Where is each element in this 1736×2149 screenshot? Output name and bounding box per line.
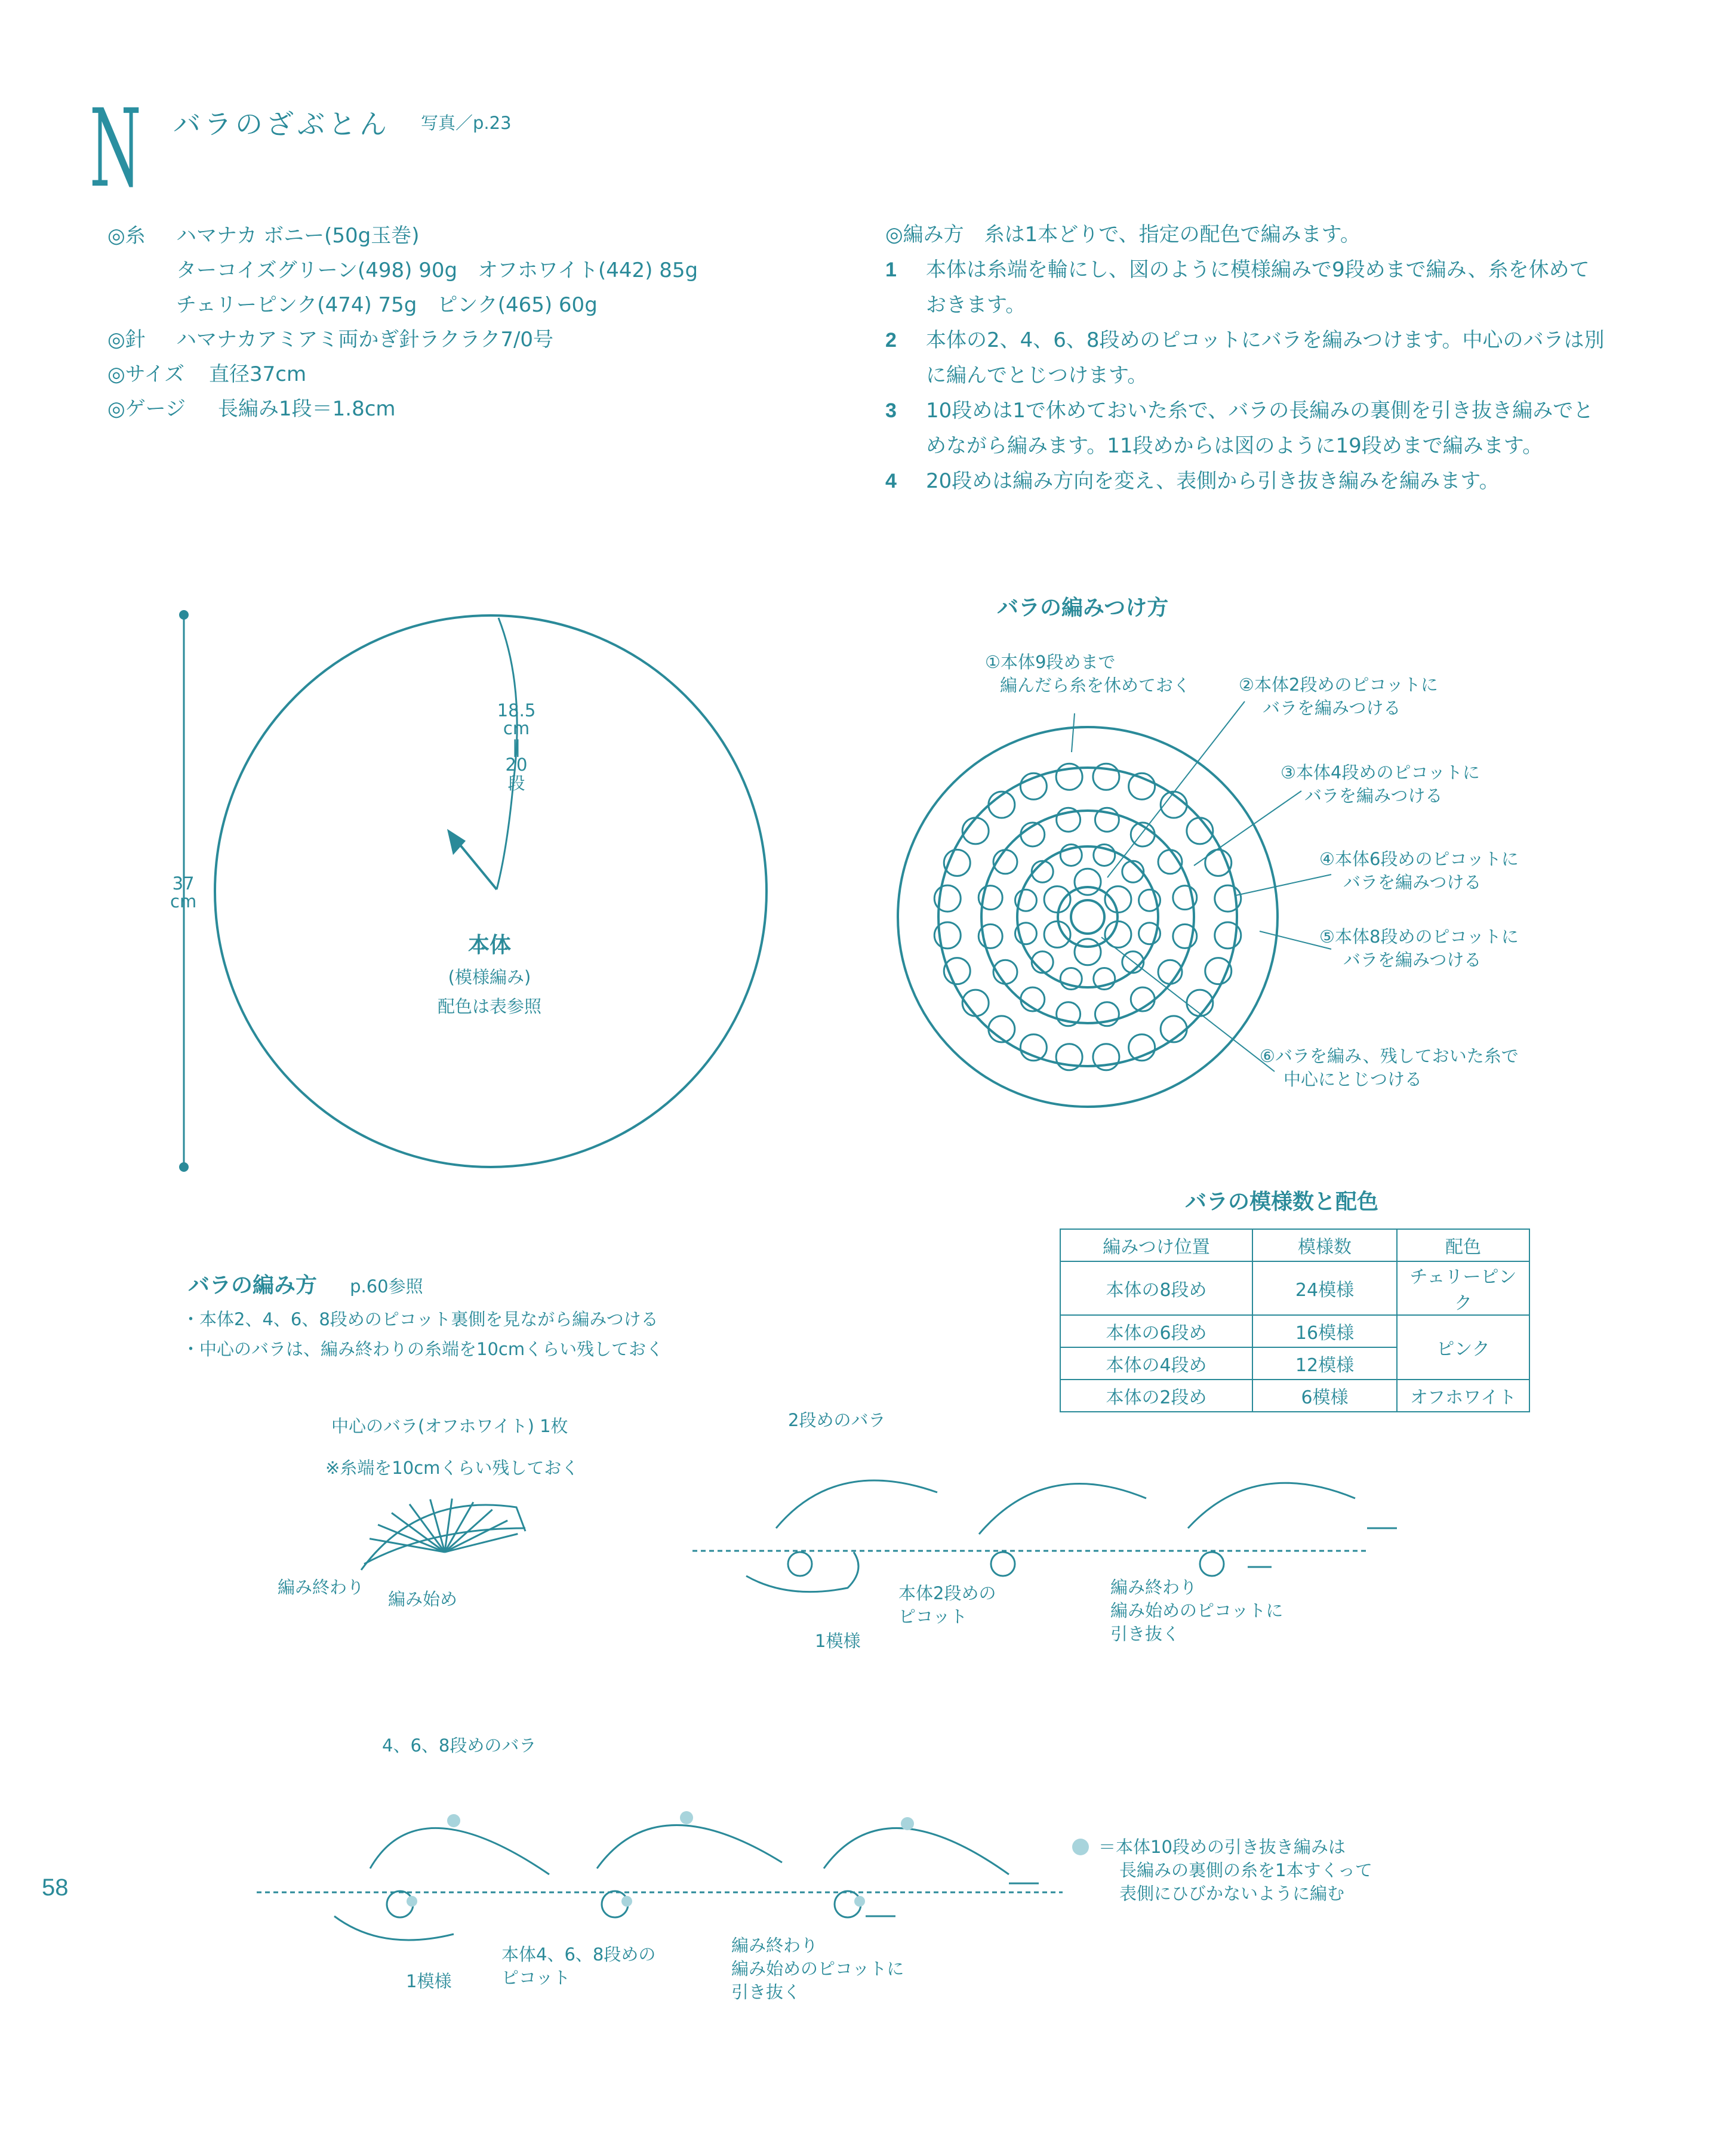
material-hook: ◎針 ハマナカアミアミ両かぎ針ラクラク7/0号 xyxy=(107,328,554,352)
rose-table-title: バラの模様数と配色 xyxy=(1185,1190,1379,1214)
stitch-stroke xyxy=(370,1539,445,1552)
dimension-end-dot xyxy=(180,1163,187,1171)
ring-2 xyxy=(1058,887,1118,947)
attach-label-4: ④本体6段めのピコットに バラを編みつける xyxy=(1319,849,1519,893)
petal-outline xyxy=(597,1825,782,1868)
rose-attach-title: バラの編みつけ方 xyxy=(997,596,1169,620)
scallop-petal xyxy=(1075,939,1101,965)
material-yarn-color-1: ターコイズグリーン(498) 90g オフホワイト(442) 85g xyxy=(176,258,698,282)
outer-ring xyxy=(898,727,1278,1107)
unit-bracket xyxy=(334,1916,454,1940)
scallop-petal xyxy=(1056,1044,1082,1070)
photo-reference: 写真／p.23 xyxy=(421,113,512,133)
scallop-petal xyxy=(934,922,961,949)
row2-rose-chart xyxy=(692,1480,1397,1592)
scallop-petal xyxy=(934,885,961,912)
rose-method-heading: バラの編み方 p.60参照 xyxy=(188,1273,423,1298)
ring-4 xyxy=(1017,846,1158,987)
dimension-end-dot xyxy=(180,611,187,618)
method-step: 3 10段めは1で休めておいた糸で、バラの長編みの裏側を引き抜き編みでとめながら編みます。11段めからは図のように19段めまで編みます。 xyxy=(885,399,1594,458)
attach-label-2: ②本体2段めのピコットに バラを編みつける xyxy=(1239,675,1438,719)
scallop-petal xyxy=(1056,763,1082,790)
row2-unit-label: 1模様 xyxy=(815,1631,861,1651)
row468-rose-chart xyxy=(257,1811,1063,1940)
scallop-petal xyxy=(1093,1044,1119,1070)
method-step: 1 本体は糸端を輪にし、図のように模様編みで9段めまで編み、糸を休めておきます。 xyxy=(885,258,1590,317)
center-rose-chart xyxy=(361,1498,525,1570)
direction-arrowhead xyxy=(449,832,464,852)
method-step: 4 20段めは編み方向を変え、表側から引き抜き編みを編みます。 xyxy=(885,469,1500,493)
legend-dot xyxy=(1072,1839,1089,1855)
material-yarn-color-2: チェリーピンク(474) 75g ピンク(465) 60g xyxy=(176,293,598,317)
row468-picot-label: 本体4、6、8段めの ピコット xyxy=(501,1944,656,1988)
ring-8 xyxy=(938,768,1237,1066)
method-heading: ◎編み方 糸は1本どりで、指定の配色で編みます。 xyxy=(885,223,1361,247)
table-row: 本体の4段め 12模様 xyxy=(1060,1347,1529,1380)
scallop-petal xyxy=(1105,886,1131,913)
page-number: 58 xyxy=(42,1874,69,1901)
rose-attach-diagram xyxy=(898,727,1278,1107)
scallop-petal xyxy=(1075,869,1101,895)
row468-end-label: 編み終わり 編み始めのピコットに 引き抜く xyxy=(731,1935,904,2003)
row2-picot-label: 本体2段めの ピコット xyxy=(898,1583,996,1627)
center-rose-note: ※糸端を10cmくらい残しておく xyxy=(325,1458,579,1478)
chapter-letter: N xyxy=(90,87,141,211)
rose-color-table xyxy=(1060,1229,1530,1412)
body-label: 本体 (模様編み) 配色は表参照 xyxy=(437,933,541,1017)
table-row: 本体の2段め 6模様 オフホワイト xyxy=(1060,1380,1529,1412)
diameter-label: 37 cm xyxy=(170,873,197,912)
rose-method-notes: ・本体2、4、6、8段めのピコット裏側を見ながら編みつける ・中心のバラは、編み終わりの糸端を10cmくらい残しておく xyxy=(182,1309,664,1359)
scallop-petal xyxy=(1093,763,1119,790)
leader-line xyxy=(1072,713,1075,752)
scallop-petal xyxy=(1215,885,1241,912)
leader-line xyxy=(1101,937,1275,1072)
attach-label-3: ③本体4段めのピコットに バラを編みつける xyxy=(1281,762,1480,806)
row2-rose-title: 2段めのバラ xyxy=(788,1410,886,1430)
petal-outline xyxy=(979,1484,1146,1535)
petal-outline xyxy=(824,1828,1009,1874)
stitch-stroke xyxy=(430,1500,445,1552)
row468-rose-title: 4、6、8段めのバラ xyxy=(382,1735,537,1756)
unit-bracket xyxy=(746,1552,858,1592)
row2-end-label: 編み終わり 編み始めのピコットに 引き抜く xyxy=(1110,1577,1283,1645)
center-rose-end-label: 編み終わり xyxy=(278,1577,365,1597)
table-header-row: 編みつけ位置 模様数 配色 xyxy=(1060,1229,1529,1261)
table-row: 本体の6段め 16模様 ピンク xyxy=(1060,1315,1529,1347)
picot-mark xyxy=(1200,1552,1224,1576)
material-size: ◎サイズ 直径37cm xyxy=(107,362,307,386)
picot-mark xyxy=(991,1552,1015,1576)
row468-unit-label: 1模様 xyxy=(406,1971,452,1991)
scallop-petal xyxy=(1215,922,1241,949)
attach-label-6: ⑥バラを編み、残しておいた糸で 中心にとじつける xyxy=(1260,1046,1519,1090)
material-gauge: ◎ゲージ 長編み1段＝1.8cm xyxy=(107,397,396,421)
ring-6 xyxy=(981,811,1194,1023)
material-yarn: ◎糸 ハマナカ ボニー(50g玉巻) xyxy=(107,224,420,248)
radius-label: 18.5 cm ‖ 20 段 xyxy=(497,700,536,793)
center-rose-start-label: 編み始め xyxy=(388,1589,458,1609)
table-row: 本体の8段め 24模様 チェリーピンク xyxy=(1060,1261,1529,1315)
center-rose-title: 中心のバラ(オフホワイト) 1枚 xyxy=(331,1416,568,1436)
stitch-stroke xyxy=(392,1513,445,1552)
center-ring xyxy=(1071,900,1104,934)
petal-outline xyxy=(776,1480,937,1528)
scallop-petal xyxy=(1044,921,1070,947)
slip-stitch-legend: ＝本体10段めの引き抜き編みは 長編みの裏側の糸を1本すくって 表側にひびかないように編む xyxy=(1098,1837,1372,1904)
picot-mark xyxy=(788,1552,812,1576)
method-step: 2 本体の2、4、6、8段めのピコットにバラを編みつけます。中心のバラは別に編んでとじつけます。 xyxy=(885,328,1605,387)
leader-line xyxy=(1236,875,1331,895)
attach-label-1: ①本体9段めまで 編んだら糸を休めておく xyxy=(985,652,1191,696)
body-circle xyxy=(215,615,767,1167)
scallop-petal xyxy=(1044,886,1070,913)
petal-outline xyxy=(370,1828,549,1874)
pattern-title: バラのざぶとん xyxy=(173,108,390,140)
attach-label-5: ⑤本体8段めのピコットに バラを編みつける xyxy=(1319,926,1519,971)
petal-outline xyxy=(1188,1483,1355,1528)
